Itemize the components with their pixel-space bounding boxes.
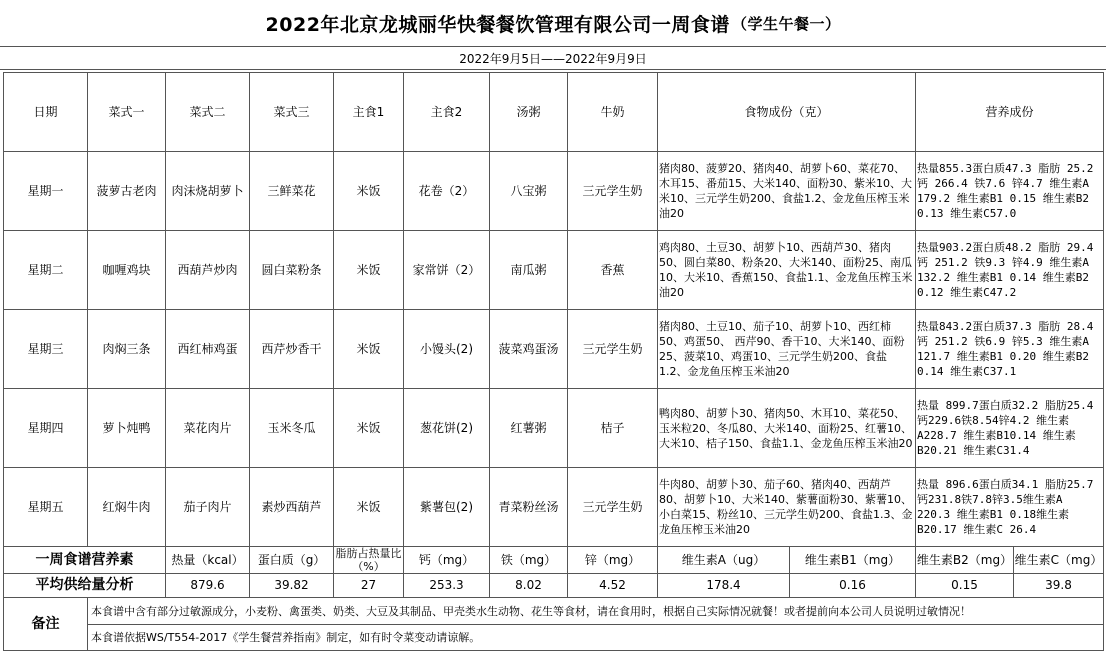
summary-value-energy: 879.6 xyxy=(166,574,250,598)
table-row xyxy=(4,231,1104,310)
summary-value-vita: 178.4 xyxy=(658,574,790,598)
header-dish3: 菜式三 xyxy=(250,73,334,152)
cell-dish3: 素炒西葫芦 xyxy=(250,468,334,547)
header-milk: 牛奶 xyxy=(568,73,658,152)
notes-label: 备注 xyxy=(4,598,88,651)
cell-staple1: 米饭 xyxy=(334,389,404,468)
cell-day: 星期五 xyxy=(4,468,88,547)
notes-standard: 本食谱依据WS/T554-2017《学生餐营养指南》制定，如有时令菜变动请谅解。 xyxy=(88,625,1104,651)
cell-milk: 香蕉 xyxy=(568,231,658,310)
cell-nutrition: 热量855.3蛋白质47.3 脂肪 25.2 钙 266.4 铁7.6 锌4.7 维生素A 179.2 维生素B1 0.15 维生素B2 0.13 维生素C57.0 xyxy=(916,152,1104,231)
summary-value-vitb1: 0.16 xyxy=(790,574,916,598)
summary-value-protein: 39.82 xyxy=(250,574,334,598)
table-row xyxy=(4,389,1104,468)
header-dish2: 菜式二 xyxy=(166,73,250,152)
cell-staple2: 家常饼（2） xyxy=(404,231,490,310)
title-sub: （学生午餐一） xyxy=(731,14,841,33)
notes-row xyxy=(4,625,1104,651)
cell-staple2: 葱花饼(2) xyxy=(404,389,490,468)
header-row xyxy=(4,73,1104,152)
summary-header-fat: 脂肪占热量比（%） xyxy=(335,547,402,573)
cell-soup: 南瓜粥 xyxy=(490,231,568,310)
cell-dish3: 圆白菜粉条 xyxy=(250,231,334,310)
summary-header-calcium: 钙（mg） xyxy=(404,547,490,574)
cell-dish2: 茄子肉片 xyxy=(166,468,250,547)
cell-dish1: 萝卜炖鸭 xyxy=(88,389,166,468)
cell-ingredients: 猪肉80、土豆10、茄子10、胡萝卜10、西红柿50、鸡蛋50、 西芹90、香干10、大米140、面粉25、菠菜10、鸡蛋10、三元学生奶200、食盐1.2、金龙鱼压榨玉米油20 xyxy=(658,310,916,389)
cell-milk: 三元学生奶 xyxy=(568,468,658,547)
cell-staple2: 紫薯包(2) xyxy=(404,468,490,547)
summary-value-vitb2: 0.15 xyxy=(916,574,1014,598)
summary-header-vitb2: 维生素B2（mg） xyxy=(916,547,1014,574)
header-soup: 汤粥 xyxy=(490,73,568,152)
cell-soup: 菠菜鸡蛋汤 xyxy=(490,310,568,389)
summary-header-vitc: 维生素C（mg） xyxy=(1014,547,1104,574)
notes-allergen: 本食谱中含有部分过敏源成分，小麦粉、禽蛋类、奶类、大豆及其制品、甲壳类水生动物、花生等食材，请在食用时，根据自己实际情况就餐！或者提前向本公司人员说明过敏情况！ xyxy=(88,598,1104,625)
summary-value-vitc: 39.8 xyxy=(1014,574,1104,598)
cell-staple1: 米饭 xyxy=(334,152,404,231)
cell-staple1: 米饭 xyxy=(334,231,404,310)
summary-value-calcium: 253.3 xyxy=(404,574,490,598)
header-dish1: 菜式一 xyxy=(88,73,166,152)
cell-milk: 三元学生奶 xyxy=(568,152,658,231)
cell-day: 星期三 xyxy=(4,310,88,389)
header-staple2: 主食2 xyxy=(404,73,490,152)
cell-nutrition: 热量 896.6蛋白质34.1 脂肪25.7 钙231.8铁7.8锌3.5维生素A 220.3 维生素B1 0.18维生素B20.17 维生素C 26.4 xyxy=(916,468,1104,547)
summary-header-protein: 蛋白质（g） xyxy=(250,547,334,574)
menu-table xyxy=(3,72,1104,651)
cell-dish1: 咖喱鸡块 xyxy=(88,231,166,310)
cell-milk: 桔子 xyxy=(568,389,658,468)
cell-dish3: 西芹炒香干 xyxy=(250,310,334,389)
header-day: 日期 xyxy=(4,73,88,152)
cell-day: 星期二 xyxy=(4,231,88,310)
summary-value-iron: 8.02 xyxy=(490,574,568,598)
table-row xyxy=(4,310,1104,389)
cell-dish3: 玉米冬瓜 xyxy=(250,389,334,468)
title-main: 2022年北京龙城丽华快餐餐饮管理有限公司一周食谱 xyxy=(265,13,730,36)
summary-values-row xyxy=(4,574,1104,598)
cell-dish2: 菜花肉片 xyxy=(166,389,250,468)
cell-nutrition: 热量903.2蛋白质48.2 脂肪 29.4 钙 251.2 铁9.3 锌4.9 维生素A 132.2 维生素B1 0.14 维生素B2 0.12 维生素C47.2 xyxy=(916,231,1104,310)
cell-staple2: 小馒头(2) xyxy=(404,310,490,389)
summary-header-zinc: 锌（mg） xyxy=(568,547,658,574)
cell-dish2: 西红柿鸡蛋 xyxy=(166,310,250,389)
cell-nutrition: 热量843.2蛋白质37.3 脂肪 28.4 钙 251.2 铁6.9 锌5.3 维生素A 121.7 维生素B1 0.20 维生素B2 0.14 维生素C37.1 xyxy=(916,310,1104,389)
cell-dish1: 红焖牛肉 xyxy=(88,468,166,547)
summary-label-nutrients: 一周食谱营养素 xyxy=(4,547,166,574)
cell-ingredients: 牛肉80、胡萝卜30、茄子60、猪肉40、西葫芦80、胡萝卜10、大米140、紫薯面粉30、紫薯10、小白菜15、粉丝10、三元学生奶200、食盐1.3、金龙鱼压榨玉米油20 xyxy=(658,468,916,547)
summary-value-fat: 27 xyxy=(334,574,404,598)
summary-header-row xyxy=(4,547,1104,574)
cell-ingredients: 鸭肉80、胡萝卜30、猪肉50、木耳10、菜花50、玉米粒20、冬瓜80、大米140、面粉25、红薯10、大米10、桔子150、食盐1.1、金龙鱼压榨玉米油20 xyxy=(658,389,916,468)
header-nutrition: 营养成份 xyxy=(916,73,1104,152)
notes-row xyxy=(4,598,1104,625)
cell-dish1: 肉焖三条 xyxy=(88,310,166,389)
summary-header-energy: 热量（kcal） xyxy=(166,547,250,574)
header-staple1: 主食1 xyxy=(334,73,404,152)
summary-header-vita: 维生素A（ug） xyxy=(658,547,790,574)
summary-value-zinc: 4.52 xyxy=(568,574,658,598)
cell-nutrition: 热量 899.7蛋白质32.2 脂肪25.4 钙229.6铁8.54锌4.2 维生素A228.7 维生素B10.14 维生素B20.21 维生素C31.4 xyxy=(916,389,1104,468)
cell-ingredients: 鸡肉80、土豆30、胡萝卜10、西葫芦30、猪肉50、圆白菜80、粉条20、大米140、面粉25、南瓜10、大米10、香蕉150、食盐1.1、金龙鱼压榨玉米油20 xyxy=(658,231,916,310)
table-row xyxy=(4,152,1104,231)
cell-staple1: 米饭 xyxy=(334,468,404,547)
cell-soup: 八宝粥 xyxy=(490,152,568,231)
cell-ingredients: 猪肉80、菠萝20、猪肉40、胡萝卜60、菜花70、木耳15、番茄15、大米140、面粉30、紫米10、大米10、三元学生奶200、食盐1.2、金龙鱼压榨玉米油20 xyxy=(658,152,916,231)
cell-soup: 红薯粥 xyxy=(490,389,568,468)
cell-staple2: 花卷（2） xyxy=(404,152,490,231)
page-title xyxy=(0,0,1106,46)
cell-dish3: 三鲜菜花 xyxy=(250,152,334,231)
summary-header-vitb1: 维生素B1（mg） xyxy=(790,547,916,574)
summary-label-average: 平均供给量分析 xyxy=(4,574,166,598)
cell-milk: 三元学生奶 xyxy=(568,310,658,389)
cell-dish1: 菠萝古老肉 xyxy=(88,152,166,231)
cell-dish2: 肉沫烧胡萝卜 xyxy=(166,152,250,231)
date-range: 2022年9月5日——2022年9月9日 xyxy=(0,46,1106,70)
summary-header-iron: 铁（mg） xyxy=(490,547,568,574)
cell-day: 星期四 xyxy=(4,389,88,468)
table-row xyxy=(4,468,1104,547)
cell-dish2: 西葫芦炒肉 xyxy=(166,231,250,310)
cell-soup: 青菜粉丝汤 xyxy=(490,468,568,547)
cell-day: 星期一 xyxy=(4,152,88,231)
cell-staple1: 米饭 xyxy=(334,310,404,389)
header-ingredients: 食物成份（克） xyxy=(658,73,916,152)
